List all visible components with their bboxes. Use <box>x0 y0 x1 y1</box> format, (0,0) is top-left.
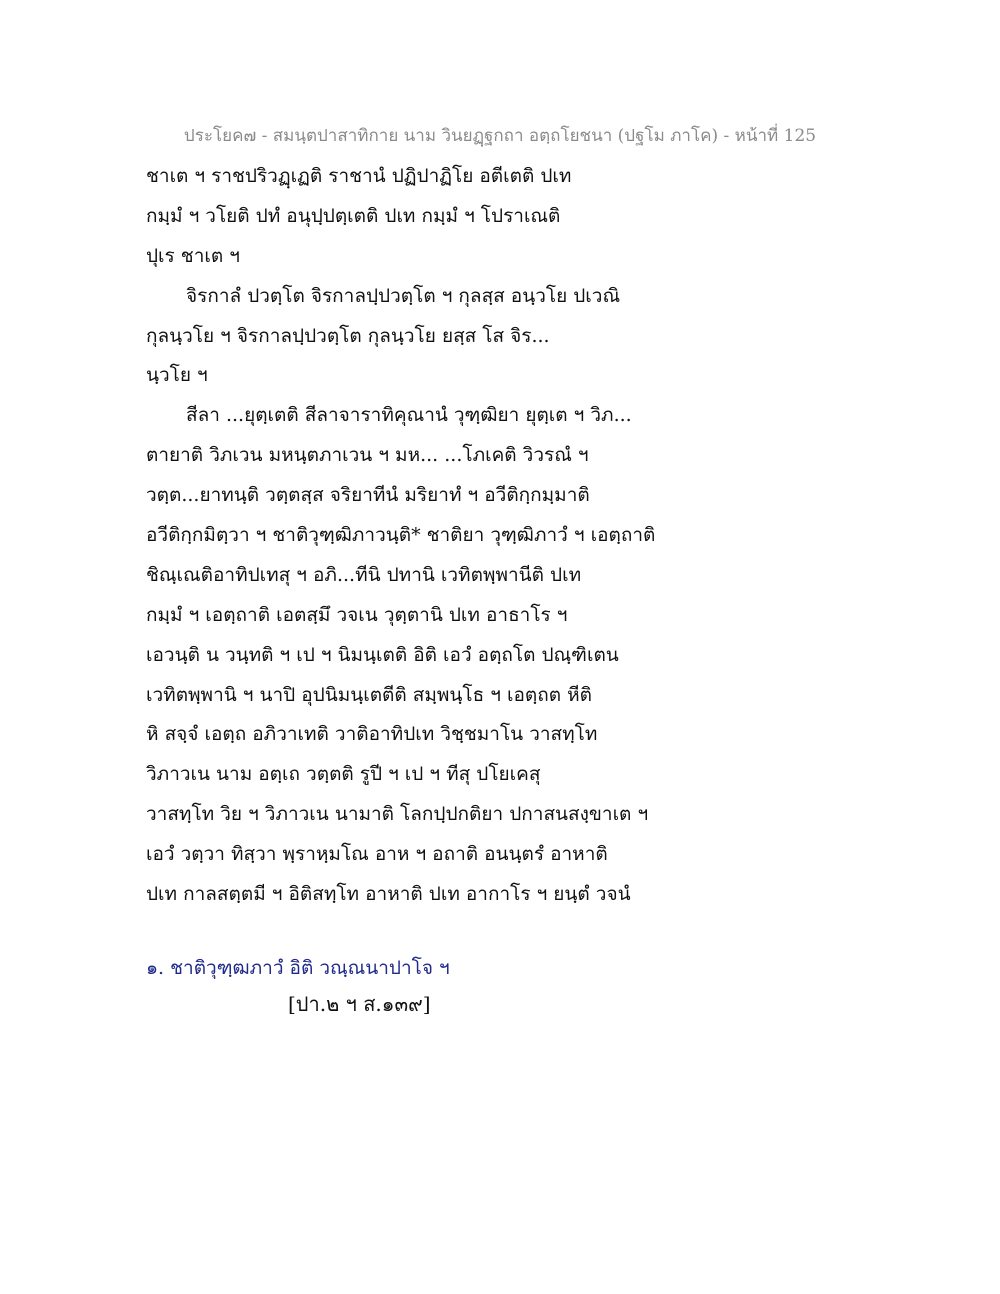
footnote: ๑. ชาติวุฑฺฒภาวํ อิติ วณฺณนาปาโจ ฯ <box>146 957 450 979</box>
text-line: วตฺต...ยาทนฺติ วตฺตสฺส จริยาทีนํ มริยาทํ ฯ อวีติกฺกมฺมาติ <box>146 484 590 507</box>
text-line: กุลนฺวโย ฯ จิรกาลปฺปวตฺโต กุลนฺวโย ยสฺส โส จิร... <box>146 324 550 347</box>
body-text <box>146 157 866 915</box>
text-line: นฺวโย ฯ <box>146 364 208 387</box>
text-line: กมฺมํ ฯ วโยติ ปทํ อนุปฺปตฺเตติ ปเท กมฺมํ ฯ โปราเณติ <box>146 204 561 227</box>
text-line: ปุเร ชาเต ฯ <box>146 244 240 267</box>
text-line: ปเท กาลสตฺตมี ฯ อิติสทฺโท อาหาติ ปเท อากาโร ฯ ยนฺตํ วจนํ <box>146 883 631 906</box>
text-line: เอวํ วตฺวา ทิสฺวา พฺราหฺมโณ อาห ฯ อถาติ อนนฺตรํ อาหาติ <box>146 843 608 866</box>
text-line: สีลา ...ยุตฺเตติ สีลาจาราทิคุณานํ วุฑฺฒิยา ยุตฺเต ฯ วิภ... <box>186 404 632 427</box>
text-line: วิภาวเน นาม อตฺเถ วตฺตติ รูปี ฯ เป ฯ ทีสุ ปโยเคสุ <box>146 763 541 786</box>
running-header: ประโยค๗ - สมนฺตปาสาทิกาย นาม วินยฏฺฐกถา อตฺถโยชนา (ปฐโม ภาโค) - หน้าที่ 125 <box>183 126 817 146</box>
page-reference: [ปา.๒ ฯ ส.๑๓๙] <box>288 992 431 1016</box>
text-line: เวทิตพฺพานิ ฯ นาปิ อุปนิมนฺเตตีติ สมฺพนฺโธ ฯ เอตฺถต หีติ <box>146 683 592 706</box>
text-line: วาสทฺโท วิย ฯ วิภาวเน นามาติ โลกปฺปกติยา ปกาสนสงฺขาเต ฯ <box>146 803 649 826</box>
text-line: ชิณฺเณติอาทิปเทสุ ฯ อภิ...ทีนิ ปทานิ เวทิตพฺพานีติ ปเท <box>146 563 582 586</box>
text-line: อวีติกฺกมิตฺวา ฯ ชาติวุฑฺฒิภาวนฺติ* ชาติยา วุฑฺฒิภาวํ ฯ เอตฺถาติ <box>146 524 656 547</box>
text-line: จิรกาลํ ปวตฺโต จิรกาลปฺปวตฺโต ฯ กุลสฺส อนฺวโย ปเวณิ <box>186 284 621 307</box>
text-line: ตายาติ วิภเวน มหนฺตภาเวน ฯ มห... ...โภเคติ วิวรณํ ฯ <box>146 444 589 467</box>
text-line: เอวนฺติ น วนฺทติ ฯ เป ฯ นิมนฺเตติ อิติ เอวํ อตฺถโต ปณฺฑิเตน <box>146 643 619 666</box>
text-line: หิ สจฺจํ เอตฺถ อภิวาเทติ วาติอาทิปเท วิชฺชมาโน วาสทฺโท <box>146 723 598 746</box>
text-line: ชาเต ฯ ราชปริวฏฺเฏติ ราชานํ ปฏิปาฏิโย อตีเตติ ปเท <box>146 165 572 187</box>
text-line: กมฺมํ ฯ เอตฺถาติ เอตสฺมึ วจเน วุตฺตานิ ปเท อาธาโร ฯ <box>146 603 568 626</box>
